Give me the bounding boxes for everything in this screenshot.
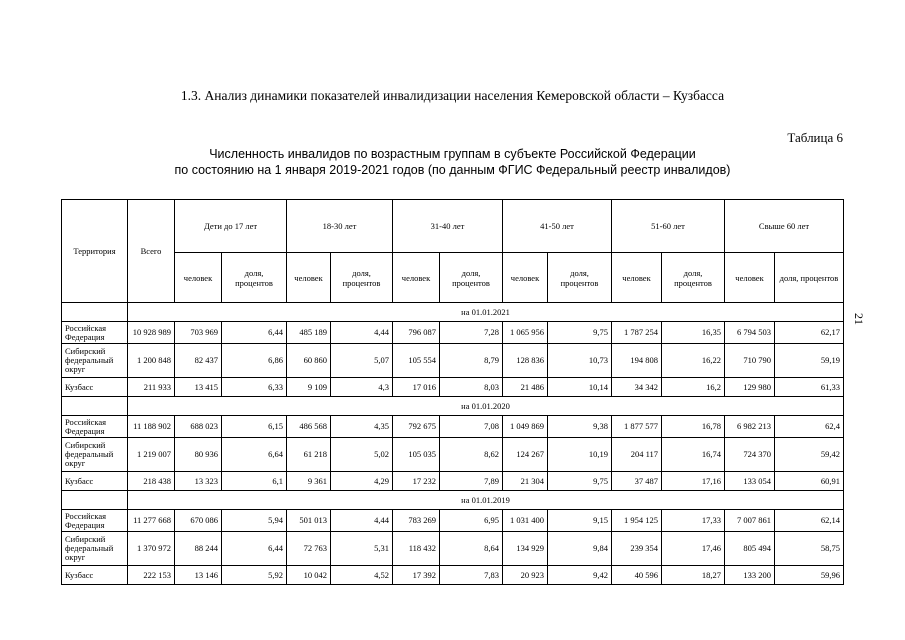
- share-cell: 4,52: [331, 566, 393, 585]
- persons-cell: 21 304: [503, 472, 548, 491]
- persons-cell: 6 982 213: [725, 416, 775, 438]
- header-share: доля, процентов: [222, 253, 287, 303]
- share-cell: 6,44: [222, 322, 287, 344]
- share-cell: 5,31: [331, 532, 393, 566]
- table-row: [62, 344, 844, 378]
- persons-cell: 1 877 577: [612, 416, 662, 438]
- total-cell: 1 370 972: [128, 532, 175, 566]
- persons-cell: 805 494: [725, 532, 775, 566]
- share-cell: 4,44: [331, 510, 393, 532]
- territory-cell: Кузбасс: [62, 378, 128, 397]
- table-row: [62, 566, 844, 585]
- persons-cell: 34 342: [612, 378, 662, 397]
- share-cell: 16,74: [662, 438, 725, 472]
- persons-cell: 204 117: [612, 438, 662, 472]
- persons-cell: 1 954 125: [612, 510, 662, 532]
- persons-cell: 6 794 503: [725, 322, 775, 344]
- persons-cell: 13 415: [175, 378, 222, 397]
- persons-cell: 239 354: [612, 532, 662, 566]
- total-cell: 1 200 848: [128, 344, 175, 378]
- share-cell: 6,44: [222, 532, 287, 566]
- persons-cell: 783 269: [393, 510, 440, 532]
- header-share: доля, процентов: [662, 253, 725, 303]
- persons-cell: 133 200: [725, 566, 775, 585]
- territory-cell: Кузбасс: [62, 472, 128, 491]
- share-cell: 6,64: [222, 438, 287, 472]
- date-row-blank: [62, 491, 128, 510]
- date-row-blank: [62, 303, 128, 322]
- share-cell: 5,92: [222, 566, 287, 585]
- table-caption: [0, 146, 905, 178]
- persons-cell: 82 437: [175, 344, 222, 378]
- persons-cell: 60 860: [287, 344, 331, 378]
- persons-cell: 792 675: [393, 416, 440, 438]
- persons-cell: 88 244: [175, 532, 222, 566]
- header-persons: человек: [612, 253, 662, 303]
- persons-cell: 485 189: [287, 322, 331, 344]
- persons-cell: 21 486: [503, 378, 548, 397]
- territory-cell: Кузбасс: [62, 566, 128, 585]
- share-cell: 58,75: [775, 532, 844, 566]
- share-cell: 5,07: [331, 344, 393, 378]
- persons-cell: 134 929: [503, 532, 548, 566]
- share-cell: 60,91: [775, 472, 844, 491]
- share-cell: 8,03: [440, 378, 503, 397]
- date-row: [62, 397, 844, 416]
- persons-cell: 1 787 254: [612, 322, 662, 344]
- total-cell: 11 277 668: [128, 510, 175, 532]
- share-cell: 16,22: [662, 344, 725, 378]
- header-share: доля, процентов: [331, 253, 393, 303]
- table-row: [62, 510, 844, 532]
- section-heading: 1.3. Анализ динамики показателей инвалидизации населения Кемеровской области – Кузбасса: [180, 88, 725, 103]
- persons-cell: 105 035: [393, 438, 440, 472]
- table-row: [62, 322, 844, 344]
- persons-cell: 9 109: [287, 378, 331, 397]
- date-label: на 01.01.2019: [128, 491, 844, 510]
- persons-cell: 17 016: [393, 378, 440, 397]
- persons-cell: 20 923: [503, 566, 548, 585]
- persons-cell: 703 969: [175, 322, 222, 344]
- table-row: [62, 472, 844, 491]
- date-label: на 01.01.2021: [128, 303, 844, 322]
- share-cell: 16,78: [662, 416, 725, 438]
- persons-cell: 670 086: [175, 510, 222, 532]
- persons-cell: 128 836: [503, 344, 548, 378]
- table-number: Таблица 6: [787, 130, 843, 145]
- share-cell: 7,83: [440, 566, 503, 585]
- persons-cell: 501 013: [287, 510, 331, 532]
- share-cell: 7,89: [440, 472, 503, 491]
- header-age-group: 31-40 лет: [393, 200, 503, 253]
- share-cell: 6,33: [222, 378, 287, 397]
- total-cell: 11 188 902: [128, 416, 175, 438]
- persons-cell: 13 323: [175, 472, 222, 491]
- persons-cell: 61 218: [287, 438, 331, 472]
- share-cell: 9,42: [548, 566, 612, 585]
- persons-cell: 9 361: [287, 472, 331, 491]
- territory-cell: Российская Федерация: [62, 322, 128, 344]
- persons-cell: 710 790: [725, 344, 775, 378]
- total-cell: 222 153: [128, 566, 175, 585]
- header-share: доля, процентов: [775, 253, 844, 303]
- share-cell: 62,4: [775, 416, 844, 438]
- territory-cell: Сибирский федеральный округ: [62, 344, 128, 378]
- date-row: [62, 303, 844, 322]
- share-cell: 10,73: [548, 344, 612, 378]
- date-row: [62, 491, 844, 510]
- persons-cell: 10 042: [287, 566, 331, 585]
- share-cell: 6,1: [222, 472, 287, 491]
- share-cell: 59,19: [775, 344, 844, 378]
- persons-cell: 105 554: [393, 344, 440, 378]
- header-persons: человек: [287, 253, 331, 303]
- header-age-group: Дети до 17 лет: [175, 200, 287, 253]
- share-cell: 9,75: [548, 472, 612, 491]
- page-number: 21: [852, 313, 866, 325]
- share-cell: 17,46: [662, 532, 725, 566]
- persons-cell: 1 049 869: [503, 416, 548, 438]
- share-cell: 7,08: [440, 416, 503, 438]
- header-persons: человек: [725, 253, 775, 303]
- share-cell: 6,86: [222, 344, 287, 378]
- date-label: на 01.01.2020: [128, 397, 844, 416]
- disability-table: [61, 199, 844, 585]
- persons-cell: 1 031 400: [503, 510, 548, 532]
- date-row-blank: [62, 397, 128, 416]
- share-cell: 17,16: [662, 472, 725, 491]
- caption-line-2: по состоянию на 1 января 2019-2021 годов (по данным ФГИС Федеральный реестр инвалидов): [174, 163, 731, 177]
- persons-cell: 80 936: [175, 438, 222, 472]
- total-cell: 10 928 989: [128, 322, 175, 344]
- share-cell: 16,2: [662, 378, 725, 397]
- share-cell: 5,94: [222, 510, 287, 532]
- share-cell: 4,44: [331, 322, 393, 344]
- header-share: доля, процентов: [548, 253, 612, 303]
- persons-cell: 118 432: [393, 532, 440, 566]
- header-age-group: Свыше 60 лет: [725, 200, 844, 253]
- share-cell: 62,17: [775, 322, 844, 344]
- share-cell: 8,62: [440, 438, 503, 472]
- share-cell: 59,42: [775, 438, 844, 472]
- share-cell: 10,19: [548, 438, 612, 472]
- table-row: [62, 532, 844, 566]
- share-cell: 9,75: [548, 322, 612, 344]
- share-cell: 8,64: [440, 532, 503, 566]
- persons-cell: 486 568: [287, 416, 331, 438]
- persons-cell: 40 596: [612, 566, 662, 585]
- persons-cell: 194 808: [612, 344, 662, 378]
- persons-cell: 17 392: [393, 566, 440, 585]
- share-cell: 6,15: [222, 416, 287, 438]
- header-persons: человек: [175, 253, 222, 303]
- header-territory: Территория: [62, 200, 128, 303]
- persons-cell: 13 146: [175, 566, 222, 585]
- header-age-group: 41-50 лет: [503, 200, 612, 253]
- share-cell: 8,79: [440, 344, 503, 378]
- persons-cell: 796 087: [393, 322, 440, 344]
- share-cell: 7,28: [440, 322, 503, 344]
- share-cell: 4,3: [331, 378, 393, 397]
- table-row: [62, 378, 844, 397]
- share-cell: 61,33: [775, 378, 844, 397]
- share-cell: 62,14: [775, 510, 844, 532]
- share-cell: 4,35: [331, 416, 393, 438]
- share-cell: 6,95: [440, 510, 503, 532]
- header-age-group: 51-60 лет: [612, 200, 725, 253]
- persons-cell: 124 267: [503, 438, 548, 472]
- total-cell: 1 219 007: [128, 438, 175, 472]
- share-cell: 17,33: [662, 510, 725, 532]
- table-row: [62, 416, 844, 438]
- territory-cell: Российская Федерация: [62, 510, 128, 532]
- share-cell: 9,84: [548, 532, 612, 566]
- table-row: [62, 438, 844, 472]
- total-cell: 211 933: [128, 378, 175, 397]
- persons-cell: 688 023: [175, 416, 222, 438]
- header-share: доля, процентов: [440, 253, 503, 303]
- persons-cell: 37 487: [612, 472, 662, 491]
- share-cell: 9,15: [548, 510, 612, 532]
- share-cell: 18,27: [662, 566, 725, 585]
- persons-cell: 129 980: [725, 378, 775, 397]
- header-age-group: 18-30 лет: [287, 200, 393, 253]
- persons-cell: 1 065 956: [503, 322, 548, 344]
- persons-cell: 7 007 861: [725, 510, 775, 532]
- header-total: Всего: [128, 200, 175, 303]
- territory-cell: Сибирский федеральный округ: [62, 438, 128, 472]
- territory-cell: Сибирский федеральный округ: [62, 532, 128, 566]
- share-cell: 16,35: [662, 322, 725, 344]
- header-persons: человек: [503, 253, 548, 303]
- caption-line-1: Численность инвалидов по возрастным группам в субъекте Российской Федерации: [209, 147, 696, 161]
- share-cell: 5,02: [331, 438, 393, 472]
- share-cell: 59,96: [775, 566, 844, 585]
- share-cell: 4,29: [331, 472, 393, 491]
- persons-cell: 724 370: [725, 438, 775, 472]
- share-cell: 10,14: [548, 378, 612, 397]
- share-cell: 9,38: [548, 416, 612, 438]
- header-persons: человек: [393, 253, 440, 303]
- total-cell: 218 438: [128, 472, 175, 491]
- persons-cell: 133 054: [725, 472, 775, 491]
- persons-cell: 72 763: [287, 532, 331, 566]
- persons-cell: 17 232: [393, 472, 440, 491]
- territory-cell: Российская Федерация: [62, 416, 128, 438]
